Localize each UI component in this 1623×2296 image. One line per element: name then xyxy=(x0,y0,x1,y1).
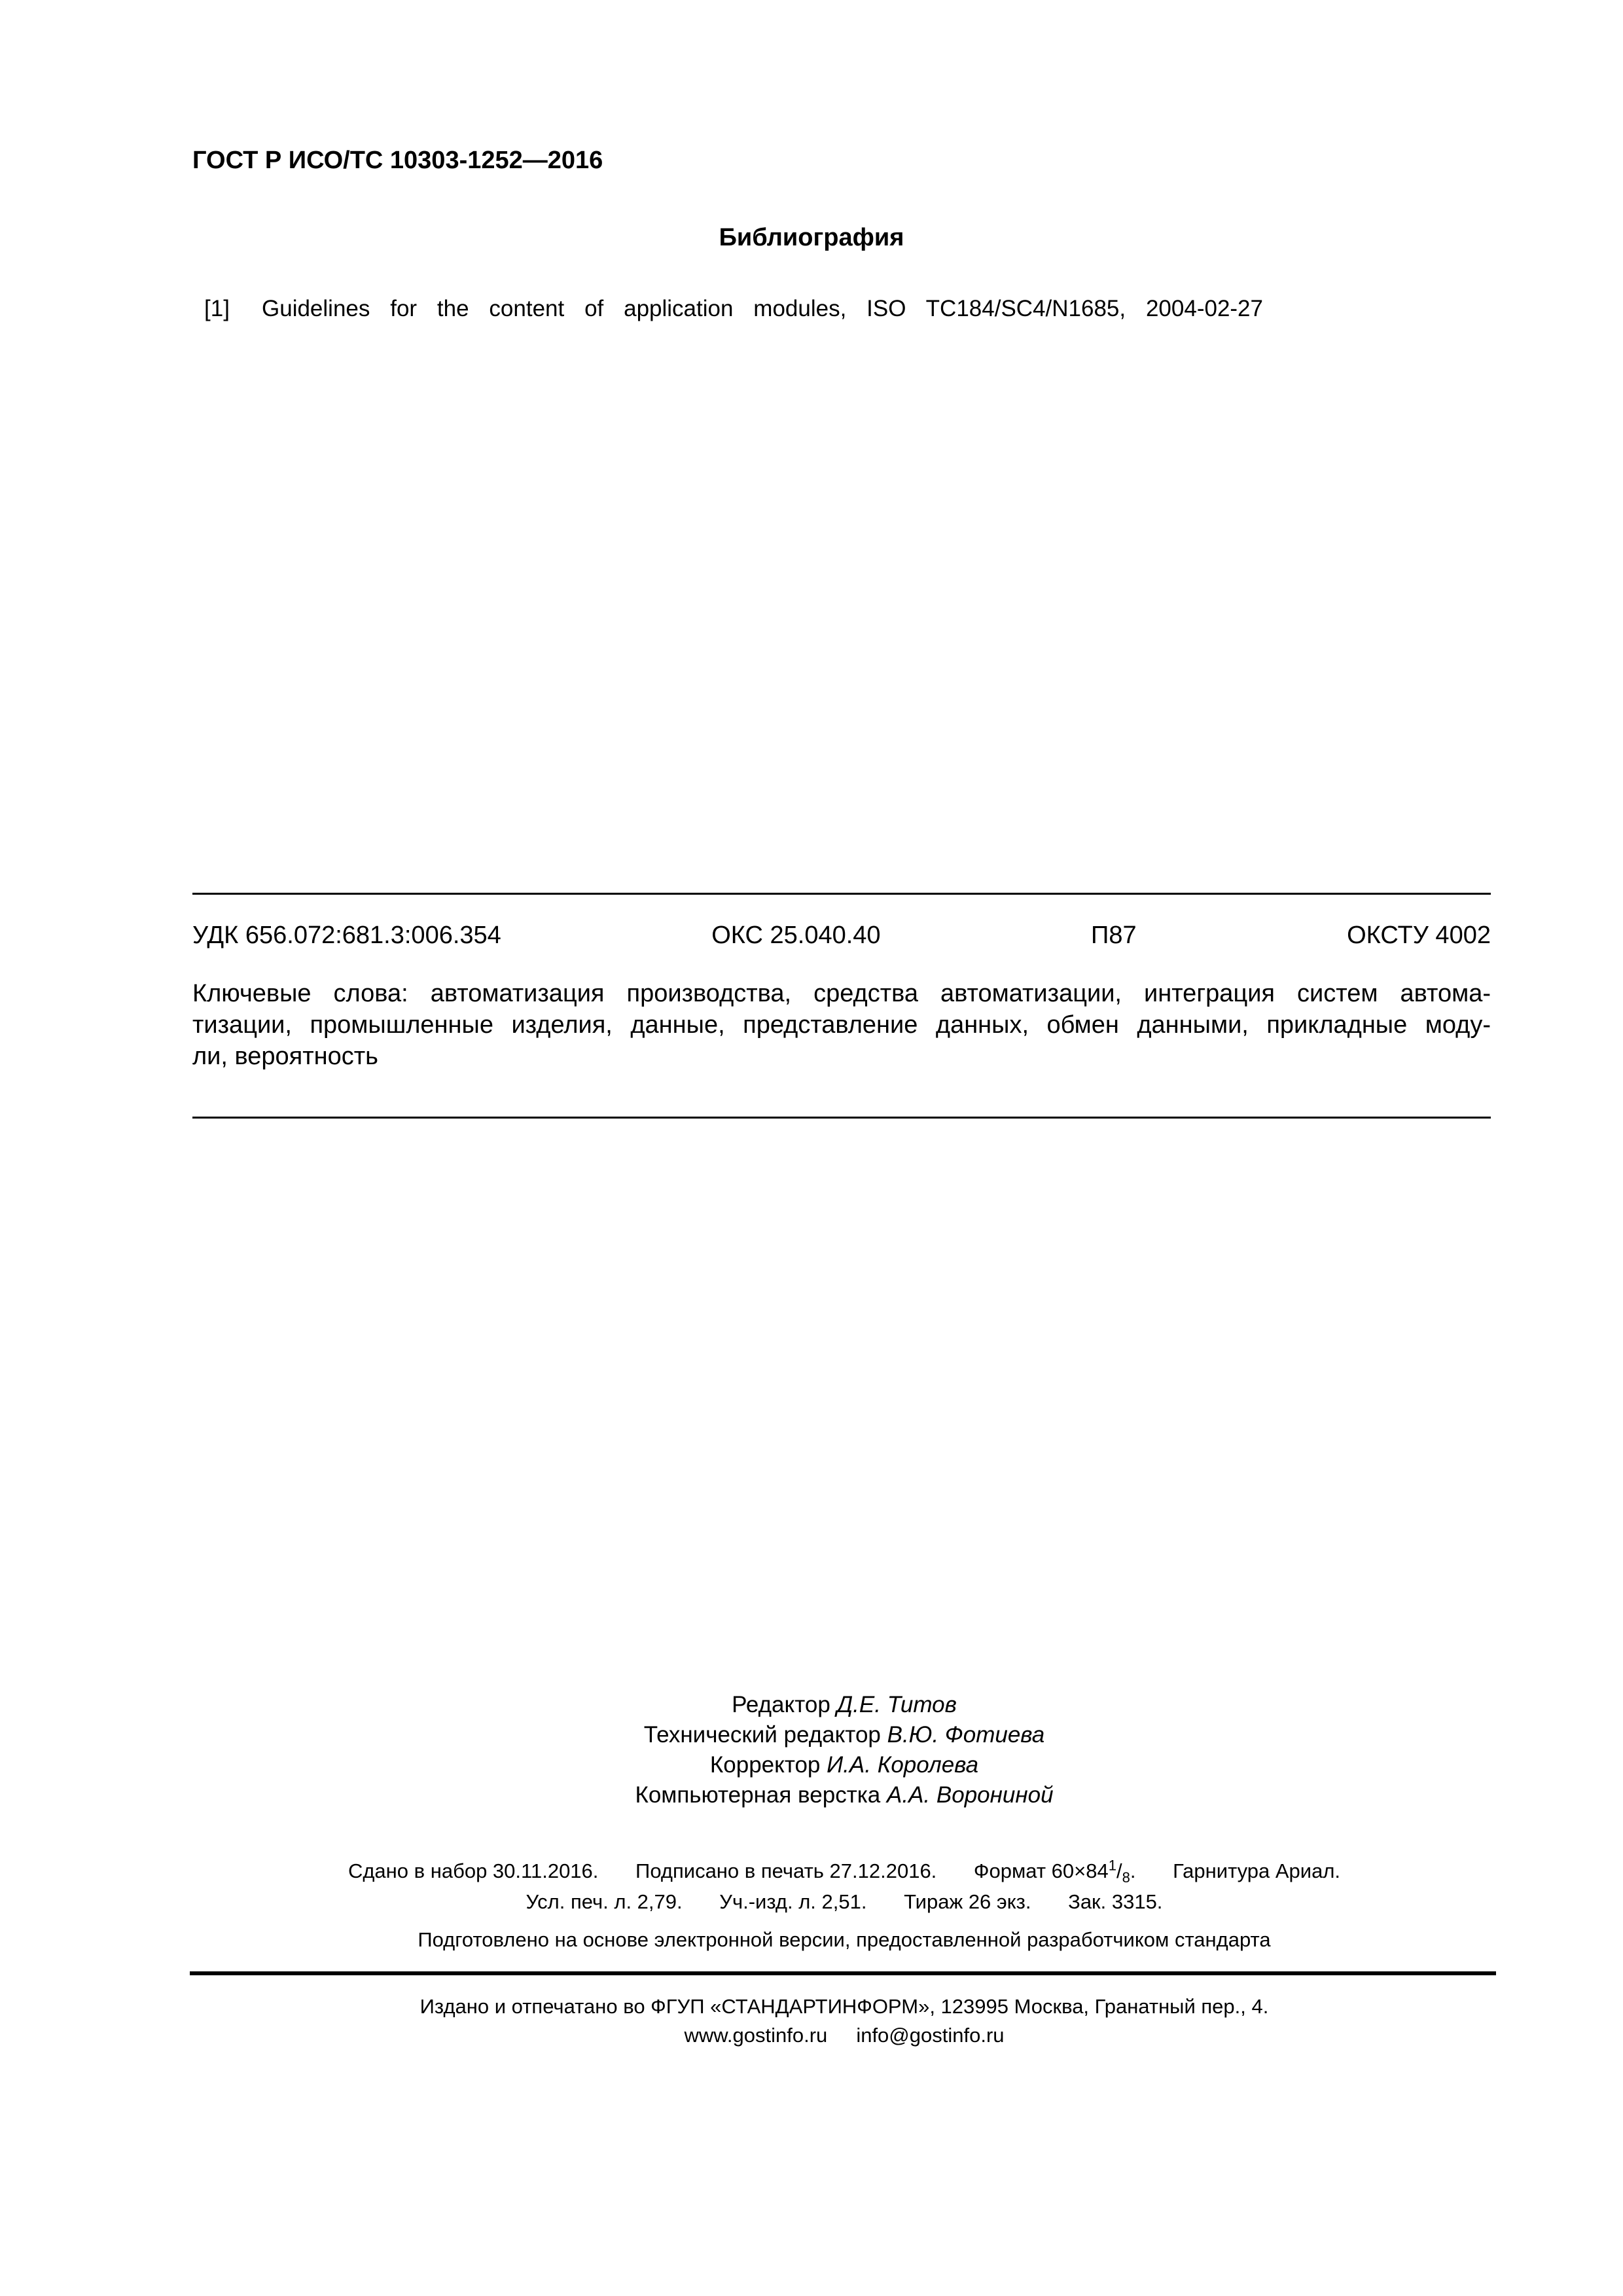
keywords-line: Ключевые слова: автоматизация производства, средства автоматизации, интеграция систем автома- xyxy=(192,980,1491,1007)
udk-code: УДК 656.072:681.3:006.354 xyxy=(192,922,501,949)
publisher-block xyxy=(0,1992,1623,2050)
credit-layout xyxy=(0,1780,1623,1810)
format: Формат $60\times 84^1/_8$. xyxy=(973,1857,1136,1886)
reference-number: [1] xyxy=(204,296,230,321)
credits-block xyxy=(0,1690,1623,1810)
bibliography-title: Библиография xyxy=(719,224,904,251)
okstu-code: ОКСТУ 4002 xyxy=(1347,922,1491,949)
print-info-line-2 xyxy=(0,1890,1623,1914)
order-number: Зак. 3315. xyxy=(1068,1890,1163,1913)
prepared-note: Подготовлено на основе электронной версии, предоставленной разработчиком стандарта xyxy=(418,1928,1271,1951)
reference-text: Guidelines for the content of application modules, ISO TC184/SC4/N1685, 2004-02-27 xyxy=(262,296,1263,321)
credit-name: В.Ю. Фотиева xyxy=(887,1722,1045,1748)
submitted-date: Сдано в набор 30.11.2016. xyxy=(348,1859,599,1883)
typeface: Гарнитура Ариал. xyxy=(1173,1859,1341,1883)
circulation: Тираж 26 экз. xyxy=(904,1890,1031,1913)
format-sub: 8 xyxy=(1122,1869,1130,1886)
publisher-rule xyxy=(190,1971,1496,1975)
credit-role: Компьютерная верстка xyxy=(635,1782,881,1808)
pub-sheets: Уч.-изд. л. 2,51. xyxy=(719,1890,867,1913)
format-sup: 1 xyxy=(1108,1857,1116,1874)
publisher-email[interactable]: info@gostinfo.ru xyxy=(856,2024,1005,2047)
format-prefix: Формат 60×84 xyxy=(973,1859,1109,1883)
print-info-line-1 xyxy=(0,1857,1623,1887)
keywords-line: ли, вероятность xyxy=(192,1043,378,1070)
credit-role: Технический редактор xyxy=(643,1722,881,1748)
signed-date: Подписано в печать 27.12.2016. xyxy=(635,1859,937,1883)
credit-tech-editor xyxy=(0,1720,1623,1750)
publisher-contacts xyxy=(0,2021,1623,2050)
classification-row xyxy=(192,922,1491,950)
publisher-website[interactable]: www.gostinfo.ru xyxy=(684,2024,828,2047)
credit-role: Корректор xyxy=(709,1752,821,1778)
document-code: ГОСТ Р ИСО/ТС 10303-1252—2016 xyxy=(192,147,603,174)
keywords-line: тизации, промышленные изделия, данные, представление данных, обмен данными, прикладные моду- xyxy=(192,1011,1491,1039)
credit-name: И.А. Королева xyxy=(827,1752,979,1778)
p-code: П87 xyxy=(1091,922,1137,949)
credit-editor xyxy=(0,1690,1623,1720)
print-sheets: Усл. печ. л. 2,79. xyxy=(526,1890,683,1913)
credit-corrector xyxy=(0,1750,1623,1780)
credit-name: Д.Е. Титов xyxy=(836,1692,957,1717)
format-suffix: . xyxy=(1130,1859,1136,1883)
publisher-line: Издано и отпечатано во ФГУП «СТАНДАРТИНФОРМ», 123995 Москва, Гранатный пер., 4. xyxy=(419,1995,1269,2018)
keywords-bottom-rule xyxy=(192,1117,1491,1119)
credit-name: А.А. Ворониной xyxy=(887,1782,1054,1808)
keywords-block xyxy=(192,978,1491,1072)
classification-top-rule xyxy=(192,893,1491,895)
credit-role: Редактор xyxy=(732,1692,830,1717)
oks-code: ОКС 25.040.40 xyxy=(711,922,881,949)
